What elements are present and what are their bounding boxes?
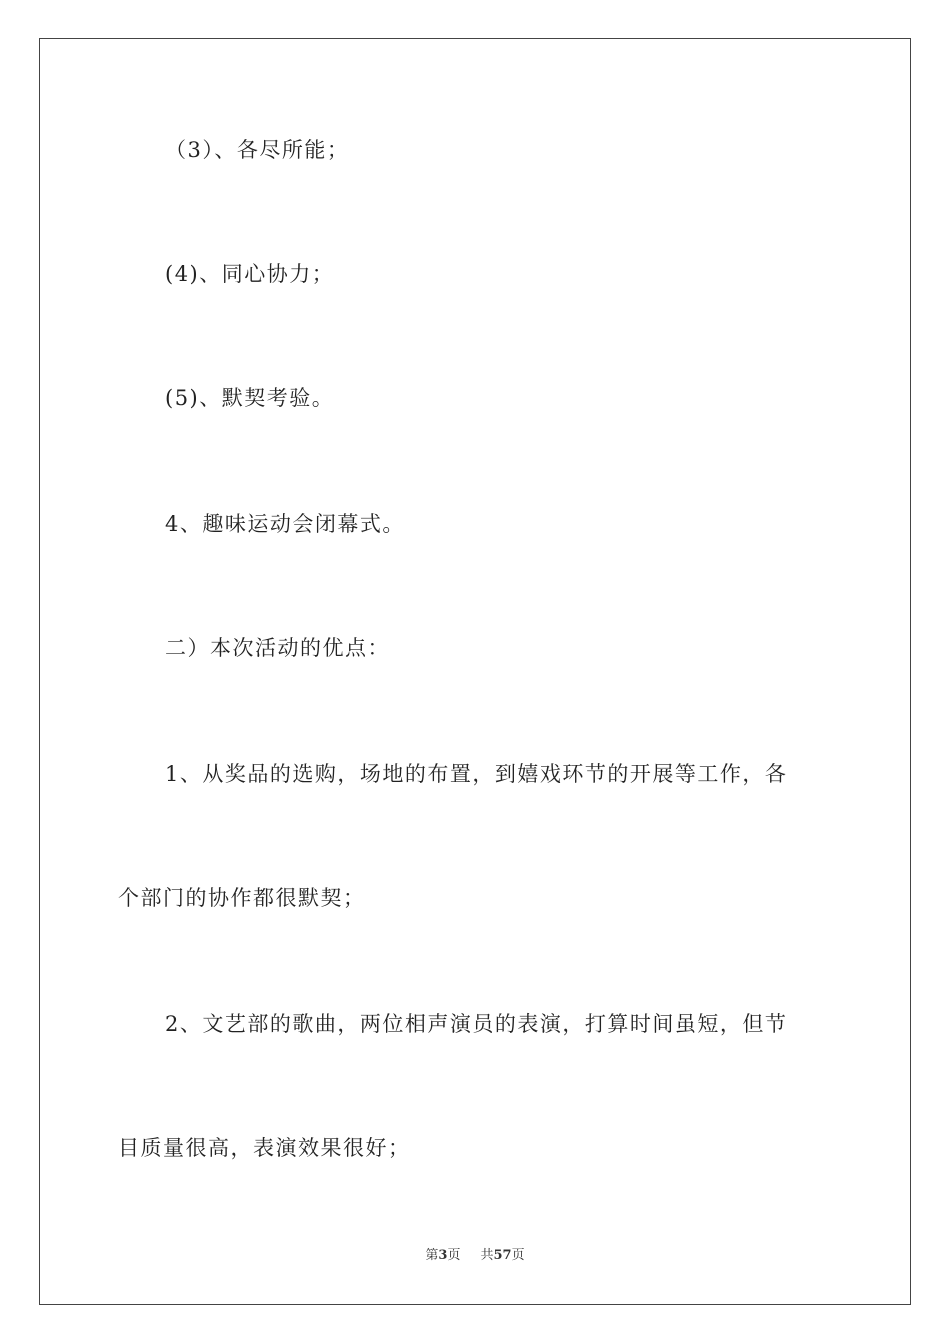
list-item-5: (5)、默契考验。 [165,386,335,410]
page-suffix: 页 [447,1248,461,1263]
page-prefix: 第 [425,1248,439,1263]
page-number: 3 [438,1248,448,1263]
paragraph-1-line-2: 个部门的协作都很默契； [118,886,366,910]
closing-ceremony-item: 4、趣味运动会闭幕式。 [165,512,405,536]
list-item-4: (4)、同心协力； [165,262,335,286]
paragraph-2-line-2: 目质量很高，表演效果很好； [118,1136,411,1160]
paragraph-1-line-1: 1、从奖品的选购，场地的布置，到嬉戏环节的开展等工作，各 [165,762,788,786]
total-suffix: 页 [511,1248,525,1263]
total-prefix: 共 [480,1248,494,1263]
page-frame [39,38,911,1305]
page-footer [0,1247,950,1265]
list-item-3: （3）、各尽所能； [165,138,350,162]
paragraph-2-line-1: 2、文艺部的歌曲，两位相声演员的表演，打算时间虽短，但节 [165,1012,788,1036]
total-pages: 57 [493,1248,512,1263]
section-heading: 二）本次活动的优点： [165,636,390,660]
